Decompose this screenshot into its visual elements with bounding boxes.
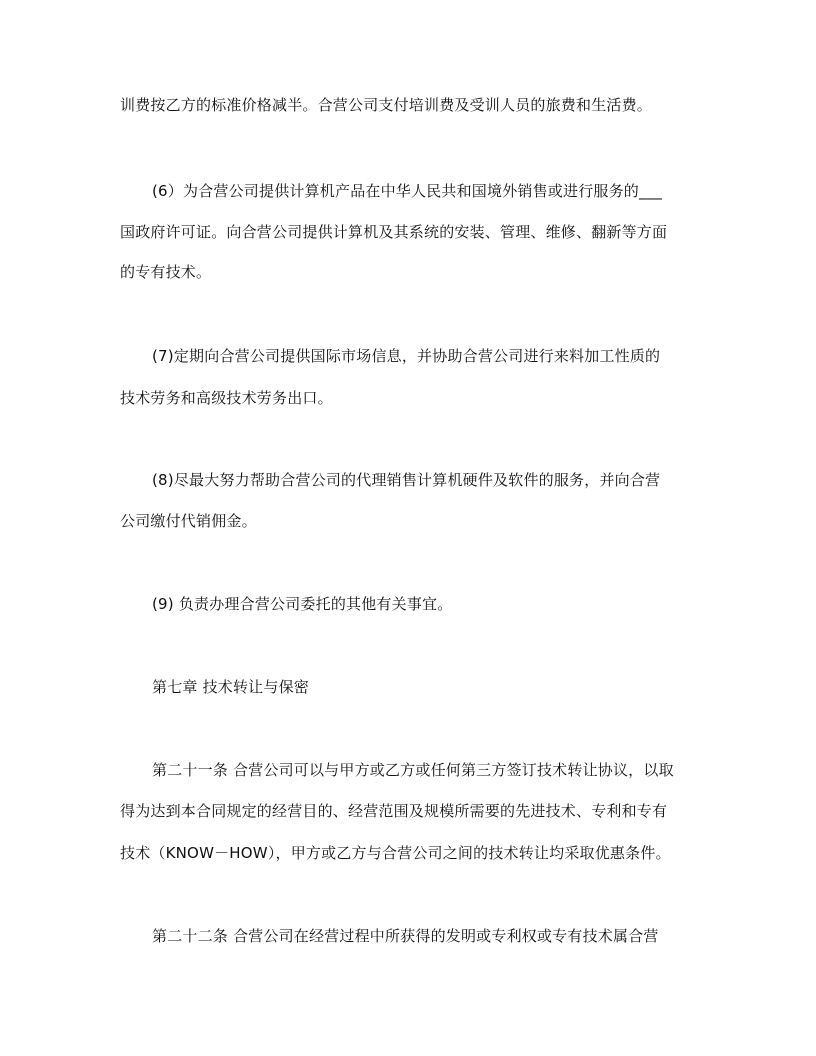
- paragraph-line: 技术（KNOW－HOW），甲方或乙方与合营公司之间的技术转让均采取优惠条件。: [120, 844, 671, 862]
- paragraph-line: (6）为合营公司提供计算机产品在中华人民共和国境外销售或进行服务的___: [152, 182, 663, 200]
- chapter-heading: 第七章 技术转让与保密: [152, 678, 309, 696]
- paragraph-line: (8)尽最大努力帮助合营公司的代理销售计算机硬件及软件的服务，并向合营: [152, 471, 661, 489]
- paragraph-line: 第二十二条 合营公司在经营过程中所获得的发明或专利权或专有技术属合营: [152, 927, 659, 945]
- paragraph-line: 训费按乙方的标准价格减半。合营公司支付培训费及受训人员的旅费和生活费。: [120, 96, 653, 114]
- paragraph-line: 国政府许可证。向合营公司提供计算机及其系统的安装、管理、维修、翻新等方面: [120, 223, 668, 241]
- paragraph-line: (9) 负责办理合营公司委托的其他有关事宜。: [152, 595, 453, 613]
- paragraph-line: 技术劳务和高级技术劳务出口。: [120, 389, 333, 407]
- paragraph-line: 公司缴付代销佣金。: [120, 512, 257, 530]
- paragraph-line: 得为达到本合同规定的经营目的、经营范围及规模所需要的先进技术、专利和专有: [120, 802, 668, 820]
- paragraph-line: (7)定期向合营公司提供国际市场信息，并协助合营公司进行来料加工性质的: [152, 347, 661, 365]
- paragraph-line: 的专有技术。: [120, 263, 212, 281]
- paragraph-line: 第二十一条 合营公司可以与甲方或乙方或任何第三方签订技术转让协议，以取: [152, 761, 674, 779]
